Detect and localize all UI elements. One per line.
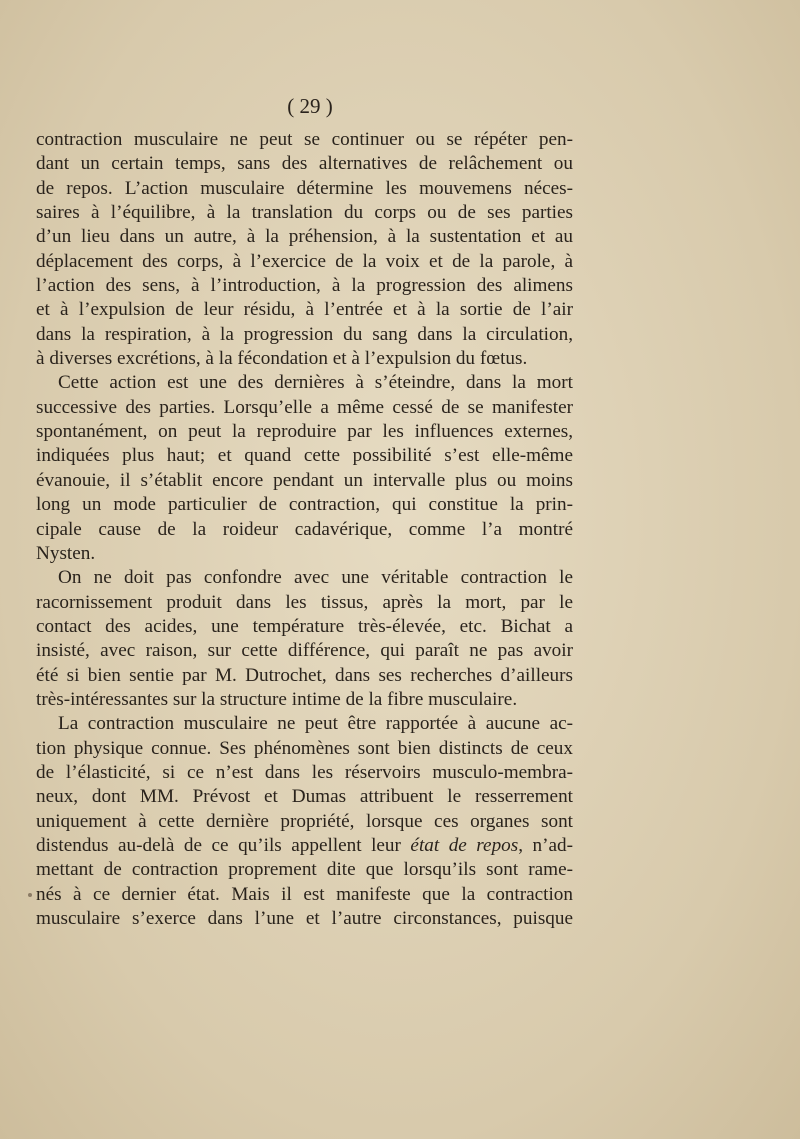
text-line: long un mode particulier de contraction, qui constitue la prin- bbox=[36, 494, 573, 516]
text-line: de repos. L’action musculaire détermine les mouvemens néces- bbox=[36, 177, 573, 199]
text-line bbox=[36, 834, 573, 858]
text-line: très-intéressantes sur la structure intime de la fibre musculaire. bbox=[36, 688, 518, 710]
ink-speck bbox=[28, 893, 32, 897]
text-line: cipale cause de la roideur cadavérique, comme l’a montré bbox=[36, 518, 573, 540]
text-line: La contraction musculaire ne peut être rapportée à aucune ac- bbox=[58, 713, 573, 735]
text-line: musculaire s’exerce dans l’une et l’autre circonstances, puisque bbox=[36, 908, 573, 929]
text-line: évanouie, il s’établit encore pendant un intervalle plus ou moins bbox=[36, 469, 573, 491]
text-line: de l’élasticité, si ce n’est dans les réservoirs musculo-membra- bbox=[36, 761, 573, 783]
text-line: dant un certain temps, sans des alternatives de relâchement ou bbox=[36, 153, 573, 175]
text-line: tion physique connue. Ses phénomènes sont bien distincts de ceux bbox=[36, 737, 573, 759]
text-line: On ne doit pas confondre avec une véritable contraction le bbox=[58, 567, 573, 589]
text-line: été si bien sentie par M. Dutrochet, dans ses recherches d’ailleurs bbox=[36, 664, 573, 686]
text-line: déplacement des corps, à l’exercice de la voix et de la parole, à bbox=[36, 250, 573, 272]
text-line: contact des acides, une température très-élevée, etc. Bichat a bbox=[36, 615, 573, 637]
text-line: insisté, avec raison, sur cette différence, qui paraît ne pas avoir bbox=[36, 640, 573, 662]
text-line: d’un lieu dans un autre, à la préhension, à la sustentation et au bbox=[36, 226, 573, 248]
text-line: mettant de contraction proprement dite que lorsqu’ils sont rame- bbox=[36, 859, 573, 881]
text-line: dans la respiration, à la progression du sang dans la circulation, bbox=[36, 323, 573, 345]
text-line: uniquement à cette dernière propriété, lorsque ces organes sont bbox=[36, 810, 573, 832]
text-line: Nysten. bbox=[36, 542, 96, 564]
text-line: contraction musculaire ne peut se continuer ou se répéter pen- bbox=[36, 129, 573, 150]
text-line: spontanément, on peut la reproduire par les influences externes, bbox=[36, 421, 573, 443]
italic-term: état de repos bbox=[410, 834, 519, 856]
text-line: et à l’expulsion de leur résidu, à l’entrée et à la sortie de l’air bbox=[36, 299, 573, 321]
text-line: successive des parties. Lorsqu’elle a même cessé de se manifester bbox=[36, 396, 573, 418]
text-line: neux, dont MM. Prévost et Dumas attribuent le resserrement bbox=[36, 786, 573, 808]
text-line: saires à l’équilibre, à la translation du corps ou de ses parties bbox=[36, 202, 573, 224]
text-line-end: , n’ad- bbox=[518, 834, 574, 856]
text-line: à diverses excrétions, à la fécondation et à l’expulsion du fœtus. bbox=[36, 348, 528, 370]
body-text bbox=[36, 128, 573, 931]
text-line: indiquées plus haut; et quand cette possibilité s’est elle-même bbox=[36, 445, 573, 467]
text-line: nés à ce dernier état. Mais il est manifeste que la contraction bbox=[36, 883, 573, 905]
page-number: ( 29 ) bbox=[287, 94, 333, 118]
text-line: Cette action est une des dernières à s’éteindre, dans la mort bbox=[58, 372, 573, 394]
text-line-start: distendus au-delà de ce qu’ils appellent leur bbox=[36, 834, 401, 856]
text-line: racornissement produit dans les tissus, après la mort, par le bbox=[36, 591, 573, 613]
text-line: l’action des sens, à l’introduction, à la progression des alimens bbox=[36, 275, 573, 297]
